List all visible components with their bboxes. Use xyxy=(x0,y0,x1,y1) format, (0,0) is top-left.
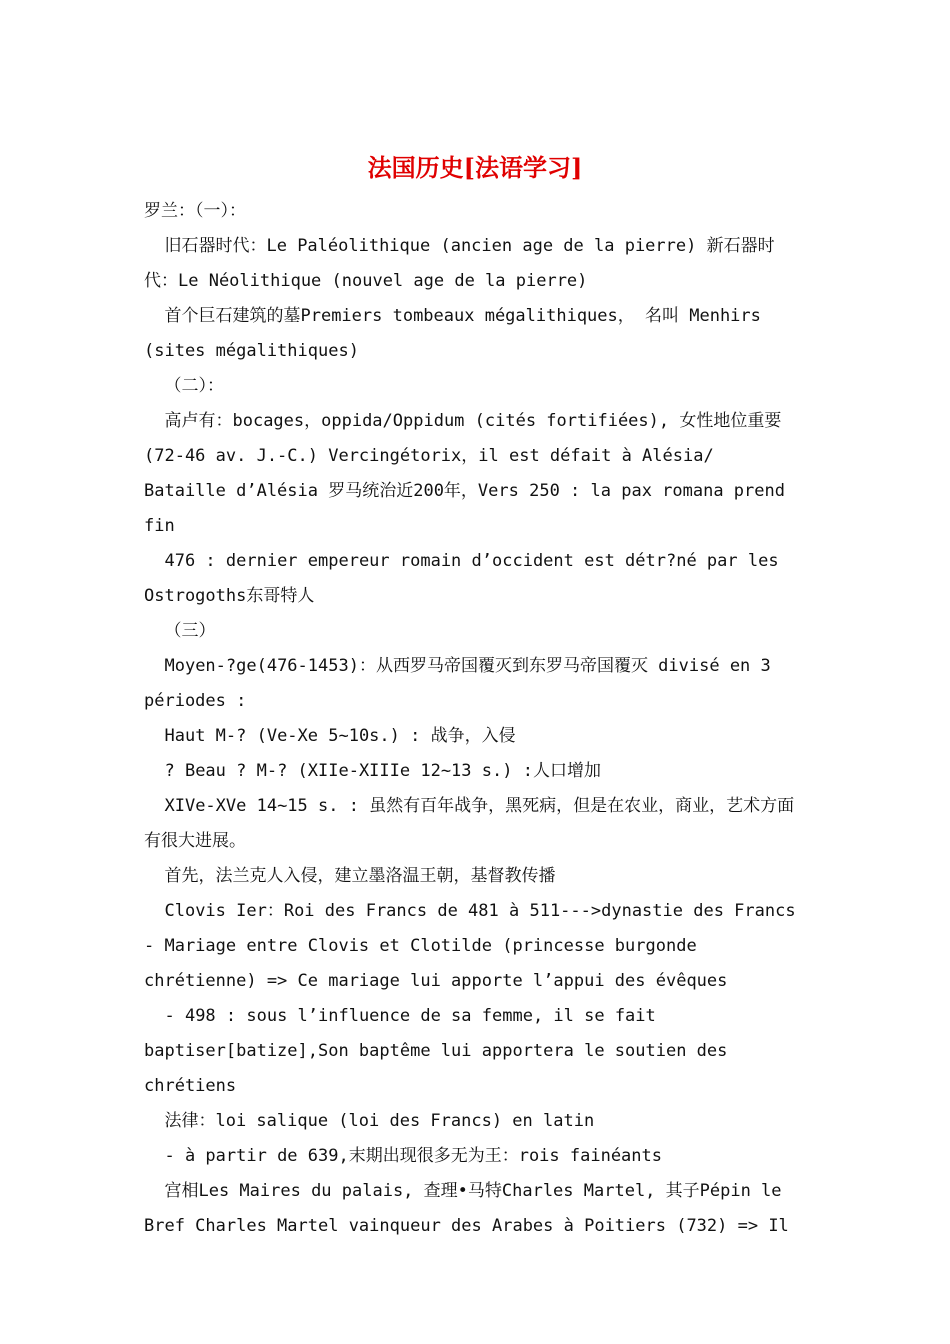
paragraph: - à partir de 639,末期出现很多无为王：rois fainéants xyxy=(144,1146,662,1166)
paragraph: XIVe-XVe 14~15 s. : 虽然有百年战争，黑死病，但是在农业，商业，艺术方面有很大进展。 xyxy=(144,796,795,851)
paragraph: ? Beau ? M-? (XIIe-XIIIe 12~13 s.) :人口增加 xyxy=(144,761,601,781)
paragraph: 首个巨石建筑的墓Premiers tombeaux mégalithiques， 名叫 Menhirs (sites mégalithiques) xyxy=(144,306,772,361)
paragraph: 首先，法兰克人入侵，建立墨洛温王朝，基督教传播 xyxy=(144,866,556,886)
document-body xyxy=(144,194,804,1244)
paragraph: Clovis Ier：Roi des Francs de 481 à 511--->dynastie des Francs - Mariage entre Clovis et Clotilde (princesse burgonde chrétienne) => Ce mariage lui apporte l’appui des évêques xyxy=(144,901,806,991)
paragraph: 高卢有：bocages，oppida/Oppidum (cités fortifiées), 女性地位重要(72-46 av. J.-C.) Vercingétorix，il est défait à Alésia/ Bataille d’Alésia 罗马统治近200年，Vers 250 : la pax romana prend fin xyxy=(144,411,796,536)
paragraph: 法律：loi salique (loi des Francs) en latin xyxy=(144,1111,595,1131)
paragraph: Moyen-?ge(476-1453)：从西罗马帝国覆灭到东罗马帝国覆灭 divisé en 3 périodes : xyxy=(144,656,782,711)
paragraph: 宫相Les Maires du palais, 查理•马特Charles Martel, 其子Pépin le Bref Charles Martel vainqueur des Arabes à Poitiers (732) => Il xyxy=(144,1181,792,1236)
paragraph: （二）： xyxy=(144,376,224,396)
document-title: 法国历史[法语学习] xyxy=(367,153,583,182)
paragraph: Haut M-? (Ve-Xe 5~10s.) : 战争，入侵 xyxy=(144,726,516,746)
paragraph: 罗兰：（一）： xyxy=(144,201,246,221)
paragraph: 旧石器时代：Le Paléolithique (ancien age de la pierre) 新石器时代：Le Néolithique (nouvel age de la pierre) xyxy=(144,236,775,291)
paragraph: （三） xyxy=(144,621,216,641)
paragraph: - 498 : sous l’influence de sa femme, il se fait baptiser[batize],Son baptême lui apportera le soutien des chrétiens xyxy=(144,1006,738,1096)
paragraph: 476 : dernier empereur romain d’occident est détr?né par les Ostrogoths东哥特人 xyxy=(144,551,789,606)
